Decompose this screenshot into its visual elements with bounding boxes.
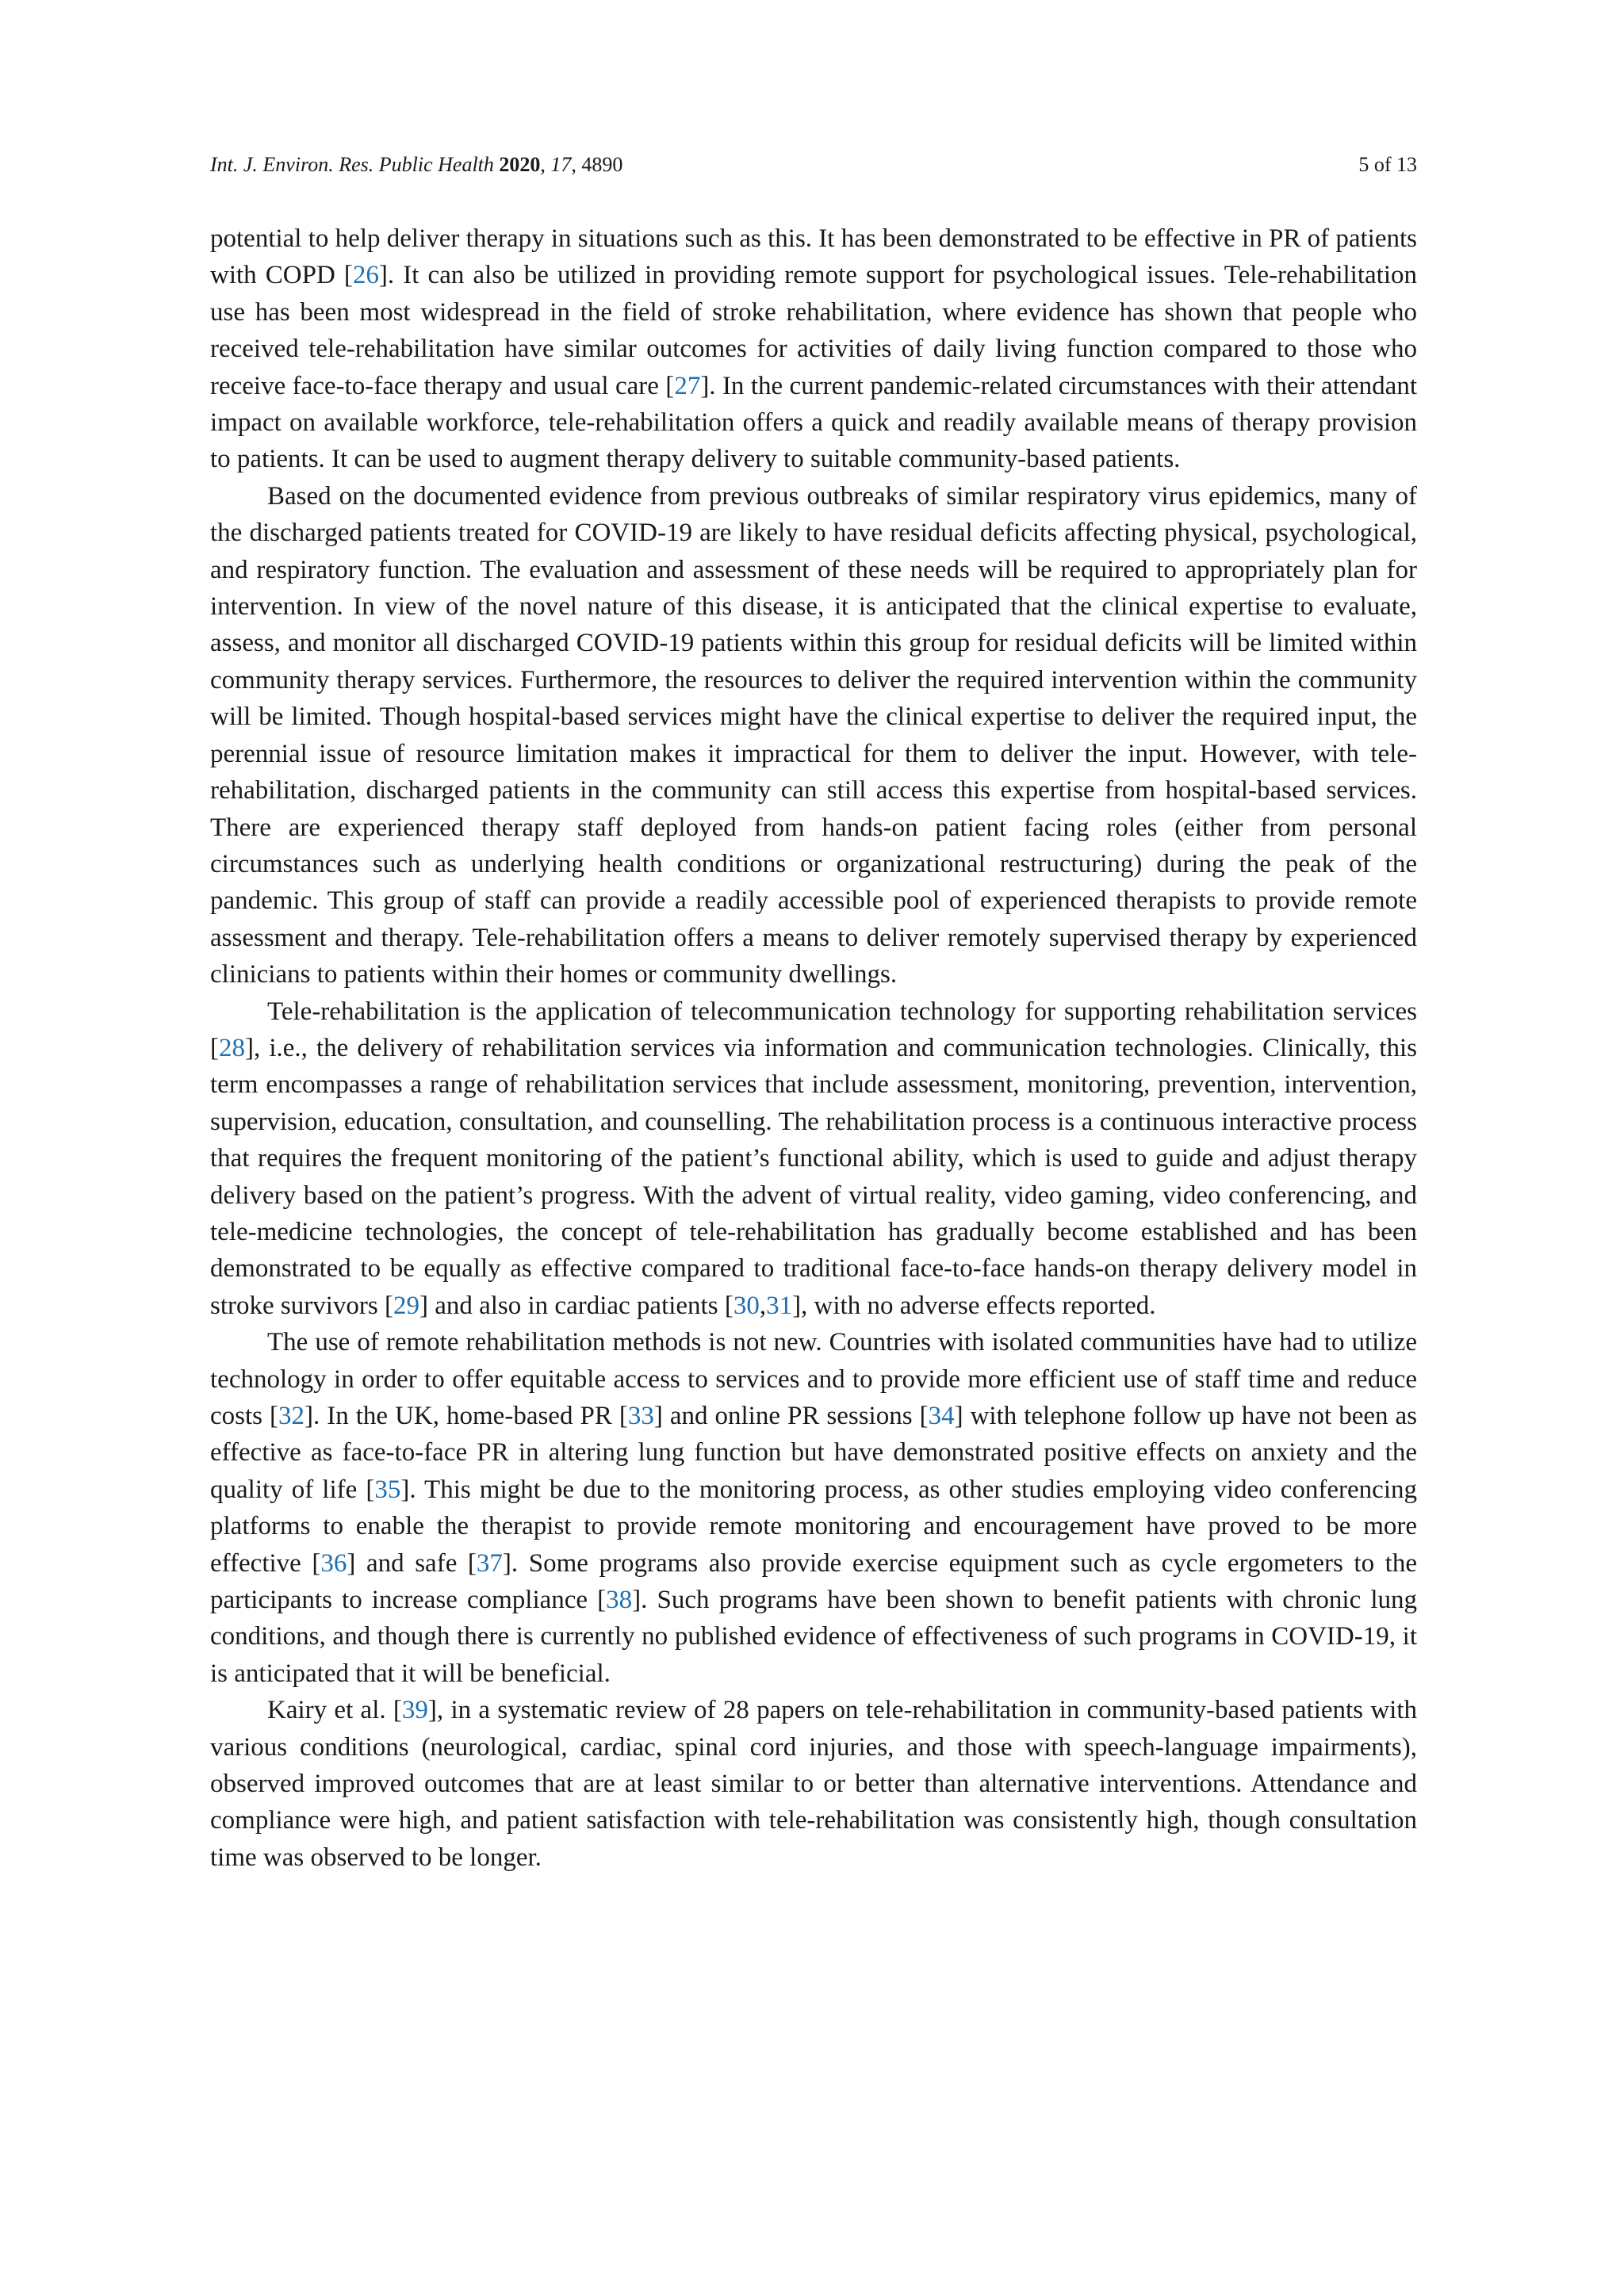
citation-link-31[interactable]: 31 xyxy=(766,1291,793,1320)
paragraph-text: ] and also in cardiac patients [ xyxy=(419,1291,733,1320)
citation-link-33[interactable]: 33 xyxy=(627,1402,654,1430)
journal-year: 2020 xyxy=(499,153,541,176)
citation-link-30[interactable]: 30 xyxy=(733,1291,760,1320)
paragraph-text: ]. It can also be utilized in providing remote support for psychological issues. Tele-rehabilitation use has been most widespread in the field of stroke rehabilitation, where evidence has shown that people who received tele-rehabilitation have similar outcomes for activities of daily living function compared to those who receive face-to-face therapy and usual care [ xyxy=(210,261,1417,400)
paragraph xyxy=(210,993,1417,1325)
paragraph-text: Kairy et al. [ xyxy=(267,1696,402,1725)
citation-link-38[interactable]: 38 xyxy=(606,1586,633,1615)
paragraph-text: ], i.e., the delivery of rehabilitation services via information and communication technologies. Clinically, this term encompasses a range of rehabilitation services that include assessment, monitoring, prevention, intervention, supervision, education, consultation, and counselling. The rehabilitation process is a continuous interactive process that requires the frequent monitoring of the patient’s functional ability, which is used to guide and adjust therapy delivery based on the patient’s progress. With the advent of virtual reality, video gaming, video conferencing, and tele-medicine technologies, the concept of tele-rehabilitation has gradually become established and has been demonstrated to be equally as effective compared to traditional face-to-face hands-on therapy delivery model in stroke survivors [ xyxy=(210,1033,1417,1320)
paragraph-text: Based on the documented evidence from previous outbreaks of similar respiratory virus epidemics, many of the discharged patients treated for COVID-19 are likely to have residual deficits affecting physical, psychological, and respiratory function. The evaluation and assessment of these needs will be required to appropriately plan for intervention. In view of the novel nature of this disease, it is anticipated that the clinical expertise to evaluate, assess, and monitor all discharged COVID-19 patients within this group for residual deficits will be limited within community therapy services. Furthermore, the resources to deliver the required intervention within the community will be limited. Though hospital-based services might have the clinical expertise to deliver the required input, the perennial issue of resource limitation makes it impractical for them to deliver the input. However, with tele-rehabilitation, discharged patients in the community can still access this expertise from hospital-based services. There are experienced therapy staff deployed from hands-on patient facing roles (either from personal circumstances such as underlying health conditions or organizational restructuring) during the peak of the pandemic. This group of staff can provide a readily accessible pool of experienced therapists to provide remote assessment and therapy. Tele-rehabilitation offers a means to deliver remotely supervised therapy by experienced clinicians to patients within their homes or community dwellings. xyxy=(210,481,1417,989)
journal-citation: Int. J. Environ. Res. Public Health 2020, 17, 4890 xyxy=(210,153,623,176)
citation-link-27[interactable]: 27 xyxy=(674,371,701,400)
article-number: 4890 xyxy=(581,153,623,176)
citation-link-26[interactable]: 26 xyxy=(352,261,379,290)
paragraph-text: ]. This might be due to the monitoring process, as other studies employing video conferencing platforms to enable the therapist to provide remote monitoring and encouragement have proved to be more effective [ xyxy=(210,1475,1417,1578)
paragraph-text: Tele-rehabilitation is the application of telecommunication technology for supporting rehabilitation services [ xyxy=(210,997,1417,1062)
paragraph xyxy=(210,1324,1417,1692)
paragraph-text: ] with telephone follow up have not been as effective as face-to-face PR in altering lung function but have demonstrated positive effects on anxiety and the quality of life [ xyxy=(210,1402,1417,1504)
journal-name: Int. J. Environ. Res. Public Health xyxy=(210,153,494,176)
citation-link-34[interactable]: 34 xyxy=(928,1402,955,1430)
paragraph-text: ], in a systematic review of 28 papers on tele-rehabilitation in community-based patients with various conditions (neurological, cardiac, spinal cord injuries, and those with speech-language impairments), observed improved outcomes that are at least similar to or better than alternative interventions. Attendance and compliance were high, and patient satisfaction with tele-rehabilitation was consistently high, though consultation time was observed to be longer. xyxy=(210,1696,1417,1872)
running-header xyxy=(210,149,1417,181)
paragraph-text: ]. Such programs have been shown to benefit patients with chronic lung conditions, and though there is currently no published evidence of effectiveness of such programs in COVID-19, it is anticipated that it will be beneficial. xyxy=(210,1586,1417,1688)
paragraph-text: ]. Some programs also provide exercise equipment such as cycle ergometers to the participants to increase compliance [ xyxy=(210,1548,1417,1615)
citation-link-29[interactable]: 29 xyxy=(393,1291,419,1320)
paragraph-text: , xyxy=(759,1291,767,1320)
paragraph-text: ] and safe [ xyxy=(347,1548,477,1578)
citation-link-28[interactable]: 28 xyxy=(219,1033,245,1062)
paragraph-text: ]. In the UK, home-based PR [ xyxy=(304,1402,628,1430)
citation-link-32[interactable]: 32 xyxy=(278,1402,305,1430)
paragraph-text: potential to help deliver therapy in situations such as this. It has been demonstrated to be effective in PR of patients with COPD [ xyxy=(210,224,1417,290)
citation-link-37[interactable]: 37 xyxy=(476,1548,503,1578)
paragraph xyxy=(210,220,1417,478)
paragraph-text: ] and online PR sessions [ xyxy=(653,1402,929,1430)
citation-link-35[interactable]: 35 xyxy=(374,1475,401,1504)
paragraph-text: ]. In the current pandemic-related circumstances with their attendant impact on available workforce, tele-rehabilitation offers a quick and readily available means of therapy provision to patients. It can be used to augment therapy delivery to suitable community-based patients. xyxy=(210,371,1417,474)
paragraph-text: ], with no adverse effects reported. xyxy=(792,1291,1156,1320)
paragraph xyxy=(210,478,1417,993)
page-number: 5 of 13 xyxy=(1358,153,1417,176)
paragraph-text: The use of remote rehabilitation methods is not new. Countries with isolated communities have had to utilize technology in order to offer equitable access to services and to provide more efficient use of staff time and reduce costs [ xyxy=(210,1328,1417,1430)
body-text xyxy=(210,220,1417,1876)
citation-link-39[interactable]: 39 xyxy=(401,1696,428,1725)
paragraph xyxy=(210,1692,1417,1876)
citation-link-36[interactable]: 36 xyxy=(320,1548,347,1578)
journal-volume: 17 xyxy=(550,153,572,176)
